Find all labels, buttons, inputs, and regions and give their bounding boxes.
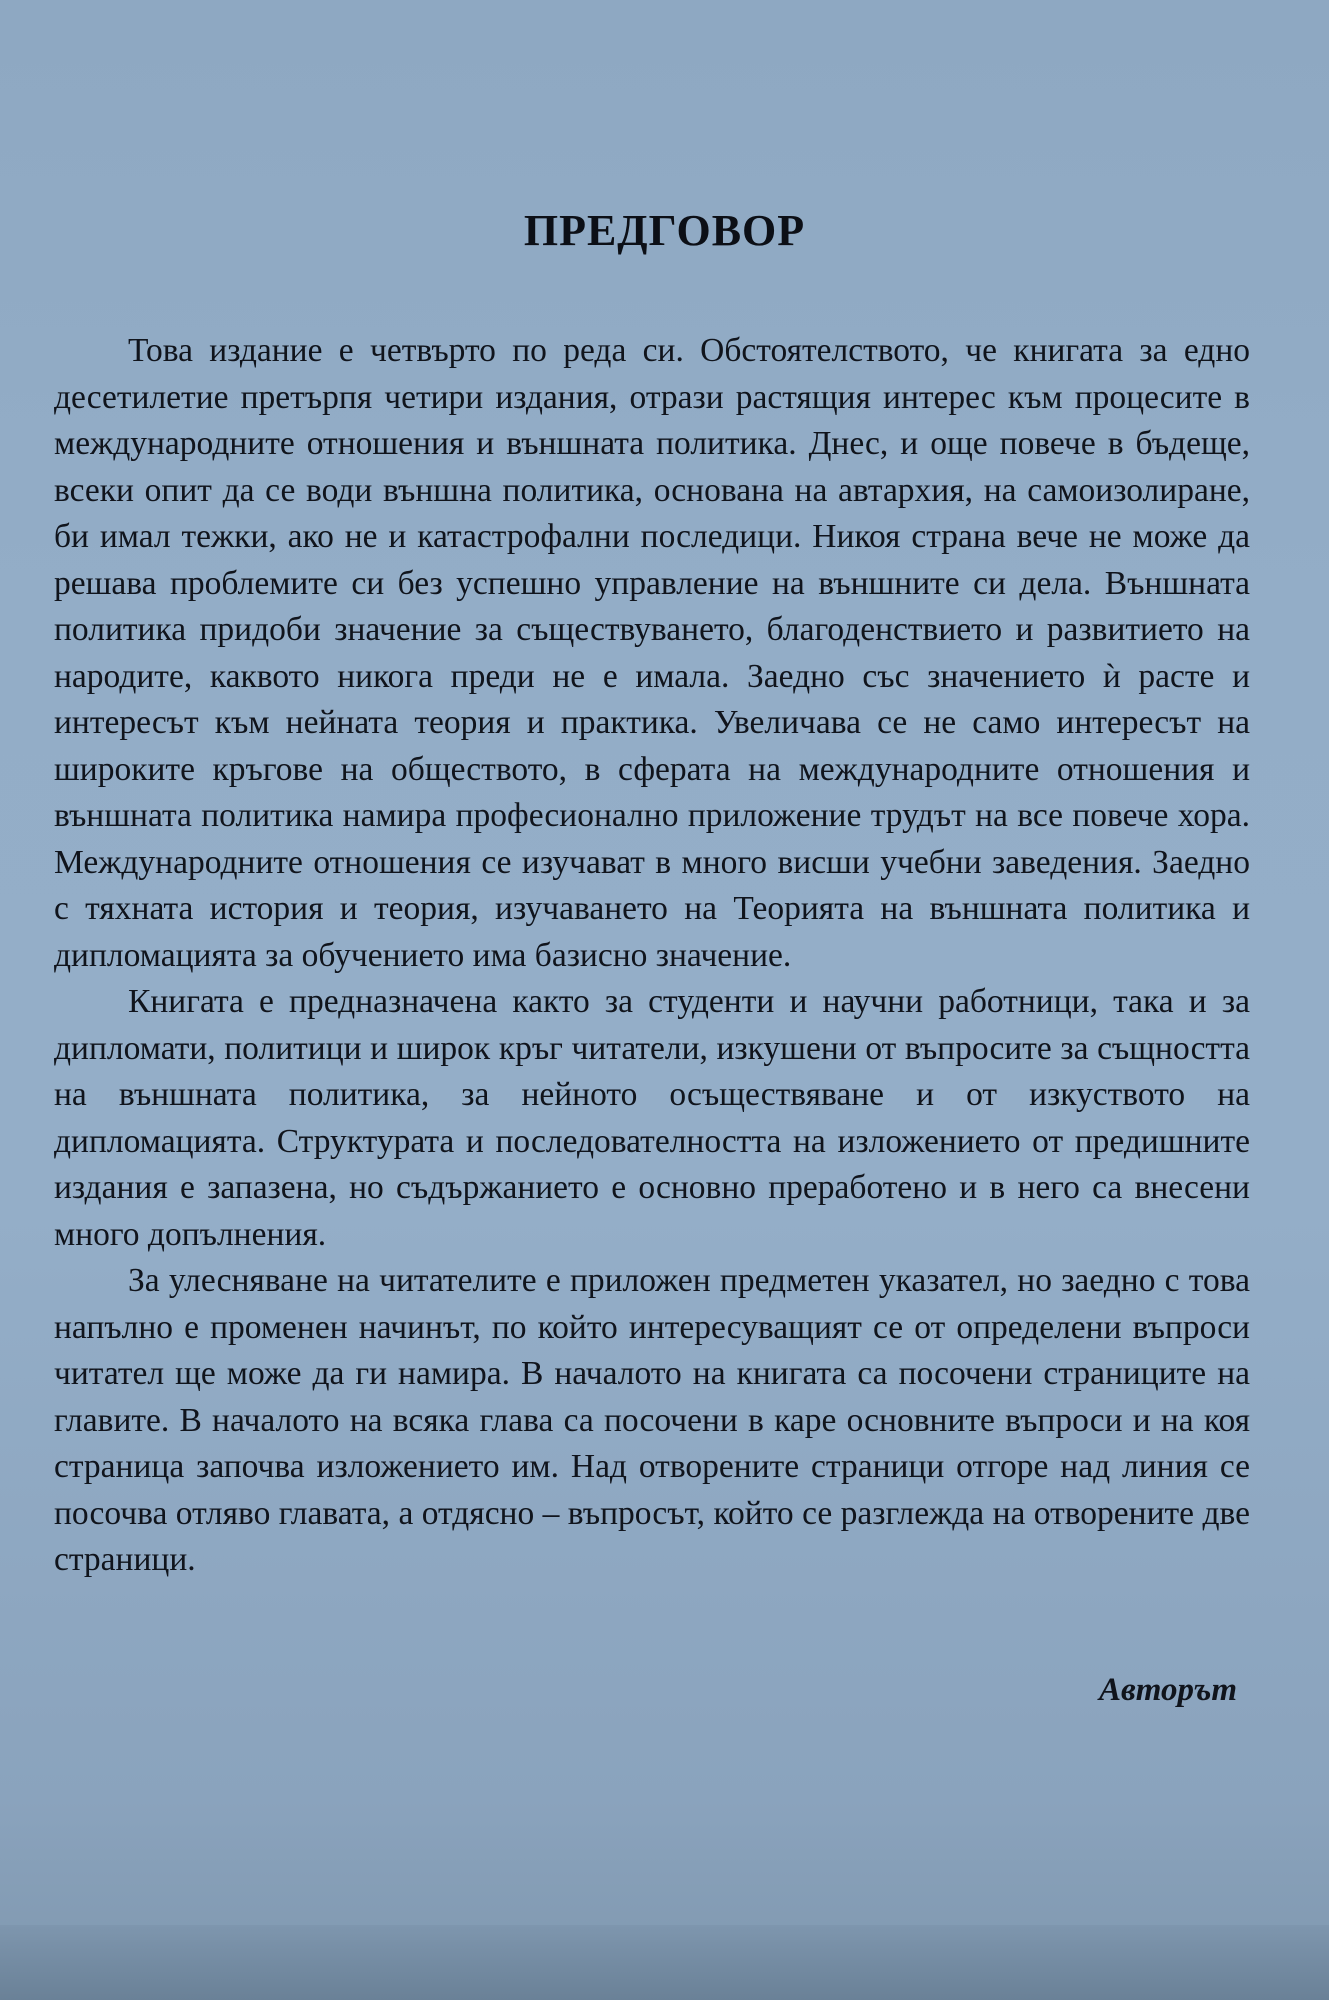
paragraph: Това издание е четвърто по реда си. Обстоятелството, че книгата за едно десетилетие претърпя четири издания, отрази растящия интерес към процесите в международните отношения и външната политика. Днес, и още повече в бъдеще, всеки опит да се води външна политика, основана на автархия, на самоизолиране, би имал тежки, ако не и катастрофални последици. Никоя страна вече не може да решава проблемите си без успешно управление на външните си дела. Външната политика придоби значение за съществуването, благоденствието и развитието на народите, каквото никога преди не е имала. Заедно със значението ѝ расте и интересът към нейната теория и практика. Увеличава се не само интересът на широките кръгове на обществото, в сферата на международните отношения и външната политика намира професионално приложение трудът на все повече хора. Международните отношения се изучават в много висши учебни заведения. Заедно с тяхната история и теория, изучаването на Теорията на външната политика и дипломацията за обучението има базисно значение.: [54, 332, 1250, 974]
page-bottom-edge: [0, 1925, 1329, 2000]
author-signature: Авторът: [1098, 1672, 1237, 1708]
paragraph: Книгата е предназначена както за студенти и научни работници, така и за дипломати, политици и широк кръг читатели, изкушени от въпросите за същността на външната политика, за нейното осъществяване и от изкуството на дипломацията. Структурата и последователността на изложението от предишните издания е запазена, но съдържанието е основно преработено и в него са внесени много допълнения.: [54, 983, 1250, 1253]
paragraph: За улесняване на читателите е приложен предметен указател, но заедно с това напълно е променен начинът, по който интересуващият се от определени въпроси читател ще може да ги намира. В началото на книгата са посочени страниците на главите. В началото на всяка глава са посочени в каре основните въпроси и на коя страница започва изложението им. Над отворените страници отгоре над линия се посочва отляво главата, а отдясно – въпросът, който се разглежда на отворените две страници.: [54, 1262, 1250, 1578]
page-title: ПРЕДГОВОР: [523, 206, 806, 256]
preface-body: [54, 328, 1250, 1584]
